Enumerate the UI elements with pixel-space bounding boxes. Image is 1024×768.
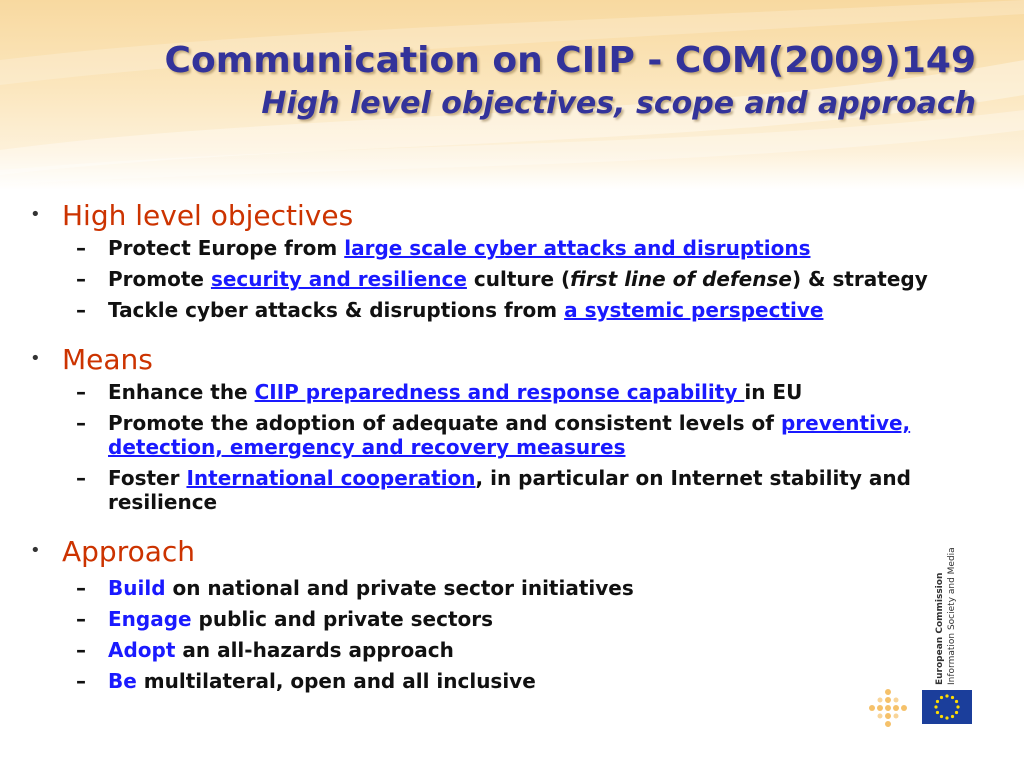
item-verb: Be bbox=[108, 669, 137, 693]
item-verb: Engage bbox=[108, 607, 192, 631]
item-text: Enhance the bbox=[108, 380, 255, 404]
ec-logo-line1: European Commission bbox=[935, 572, 945, 685]
item-text: on national and private sector initiatives bbox=[165, 576, 634, 600]
item-link[interactable]: International cooperation bbox=[186, 466, 476, 490]
item-italic-text: first line of defense bbox=[570, 267, 792, 291]
item-text: public and private sectors bbox=[191, 607, 494, 631]
item-text: Protect Europe from bbox=[108, 236, 345, 260]
eu-flag-icon bbox=[922, 690, 972, 724]
info-society-dots-icon bbox=[868, 688, 908, 728]
section-heading: High level objectives bbox=[62, 199, 354, 232]
dash-icon: – bbox=[76, 466, 86, 490]
eu-star-icon bbox=[951, 696, 954, 699]
bullet-icon: • bbox=[30, 540, 41, 561]
list-item bbox=[0, 298, 1010, 322]
dash-icon: – bbox=[76, 607, 86, 631]
section-objectives bbox=[0, 196, 1010, 322]
list-item bbox=[0, 607, 1010, 631]
eu-star-icon bbox=[955, 700, 958, 703]
item-text: in EU bbox=[744, 380, 803, 404]
dash-icon: – bbox=[76, 411, 86, 435]
ec-logo-text bbox=[935, 540, 965, 685]
item-text: an all-hazards approach bbox=[175, 638, 454, 662]
dash-icon: – bbox=[76, 380, 86, 404]
item-text: Promote bbox=[108, 267, 211, 291]
item-link[interactable]: security and resilience bbox=[210, 267, 467, 291]
list-item bbox=[0, 576, 1010, 600]
item-verb: Build bbox=[108, 576, 166, 600]
item-verb: Adopt bbox=[108, 638, 176, 662]
item-text: , in particular on Internet stability and resilience bbox=[108, 466, 911, 514]
eu-star-icon bbox=[945, 694, 948, 697]
item-link[interactable]: CIIP preparedness and response capability bbox=[254, 380, 745, 404]
eu-star-icon bbox=[934, 705, 937, 708]
section-heading: Approach bbox=[62, 535, 196, 568]
item-link[interactable]: large scale cyber attacks and disruptions bbox=[344, 236, 811, 260]
dash-icon: – bbox=[76, 236, 86, 260]
dash-icon: – bbox=[76, 669, 86, 693]
list-item bbox=[0, 638, 1010, 662]
eu-star-icon bbox=[955, 711, 958, 714]
eu-star-icon bbox=[936, 700, 939, 703]
section-means bbox=[0, 340, 1010, 514]
page-title: Communication on CIIP - COM(2009)149 bbox=[164, 40, 976, 81]
section-heading-row bbox=[0, 196, 1010, 236]
ec-logo-line2: Information Society and Media bbox=[947, 547, 957, 685]
eu-star-icon bbox=[936, 711, 939, 714]
page-subtitle: High level objectives, scope and approach bbox=[261, 86, 976, 121]
list-item bbox=[0, 236, 1010, 260]
item-text: Foster bbox=[108, 466, 187, 490]
dash-icon: – bbox=[76, 298, 86, 322]
dash-icon: – bbox=[76, 576, 86, 600]
bullet-icon: • bbox=[30, 348, 41, 369]
list-item bbox=[0, 669, 1010, 693]
item-text: culture ( bbox=[466, 267, 571, 291]
eu-star-icon bbox=[940, 715, 943, 718]
section-heading: Means bbox=[62, 343, 153, 376]
list-item bbox=[0, 411, 1010, 459]
dash-icon: – bbox=[76, 638, 86, 662]
eu-star-icon bbox=[951, 715, 954, 718]
item-text: multilateral, open and all inclusive bbox=[136, 669, 536, 693]
section-heading-row bbox=[0, 340, 1010, 380]
eu-star-icon bbox=[940, 696, 943, 699]
dash-icon: – bbox=[76, 267, 86, 291]
list-item bbox=[0, 267, 1010, 291]
eu-star-icon bbox=[956, 705, 959, 708]
bullet-icon: • bbox=[30, 204, 41, 225]
item-link[interactable]: a systemic perspective bbox=[564, 298, 824, 322]
section-heading-row bbox=[0, 532, 1010, 572]
eu-star-icon bbox=[945, 716, 948, 719]
list-item bbox=[0, 380, 1010, 404]
item-text: ) & strategy bbox=[791, 267, 928, 291]
section-approach bbox=[0, 532, 1010, 693]
item-text: Promote the adoption of adequate and consistent levels of bbox=[108, 411, 781, 435]
header-banner bbox=[0, 0, 1024, 190]
item-text: Tackle cyber attacks & disruptions from bbox=[108, 298, 565, 322]
slide-content bbox=[0, 196, 1010, 693]
list-item bbox=[0, 466, 1010, 514]
item-link[interactable]: preventive, detection, emergency and recovery measures bbox=[108, 411, 911, 459]
